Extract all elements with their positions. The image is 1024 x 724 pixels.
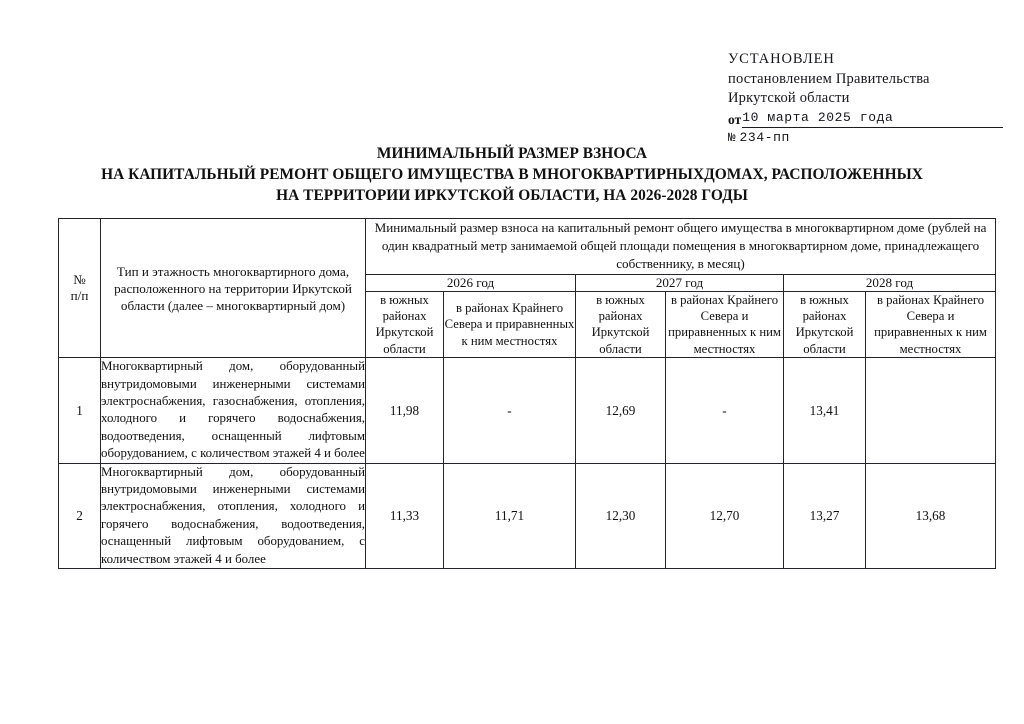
- header-cell-rate-group: Минимальный размер взноса на капитальный ремонт общего имущества в многоквартирном доме (рублей на один квадратный метр занимаемой общей площади помещения в многоквартирном доме, принадлежащего собственнику, в месяц): [366, 219, 996, 275]
- approval-date-row: [728, 110, 1003, 128]
- approval-number-value: 234-пп: [739, 129, 790, 145]
- header-cell-2026-south: в южных районах Иркутской области: [366, 291, 444, 358]
- row-value-2028-north: [866, 358, 996, 463]
- approval-authority: постановлением Правительства: [728, 70, 930, 87]
- table-header-row-top: [59, 219, 996, 275]
- approval-heading: УСТАНОВЛЕН: [728, 51, 835, 67]
- header-number-line-1: №: [73, 272, 86, 288]
- header-cell-2028-north: в районах Крайнего Севера и приравненных к ним местностях: [866, 291, 996, 358]
- row-value-2026-south: 11,33: [366, 463, 444, 568]
- page-title-line-1: МИНИМАЛЬНЫЙ РАЗМЕР ВЗНОСА: [376, 145, 648, 162]
- row-value-2026-north: -: [444, 358, 576, 463]
- date-prefix-label: от: [728, 111, 742, 127]
- row-value-2027-south: 12,69: [576, 358, 666, 463]
- row-value-2026-north: 11,71: [444, 463, 576, 568]
- table-row: [59, 463, 996, 568]
- header-cell-house-type: Тип и этажность многоквартирного дома, расположенного на территории Иркутской области (далее – многоквартирный дом): [101, 219, 366, 358]
- header-cell-2028-south: в южных районах Иркутской области: [784, 291, 866, 358]
- row-value-2028-south: 13,41: [784, 358, 866, 463]
- row-value-2028-north: 13,68: [866, 463, 996, 568]
- row-value-2027-south: 12,30: [576, 463, 666, 568]
- page-title-line-3: НА ТЕРРИТОРИИ ИРКУТСКОЙ ОБЛАСТИ, НА 2026-2028 ГОДЫ: [276, 187, 748, 204]
- approval-date-value: 10 марта 2025 года: [742, 110, 1003, 128]
- row-description: Многоквартирный дом, оборудованный внутридомовыми инженерными системами электроснабжения, отопления, холодного и горячего водоснабжения, водоотведения, оснащенный лифтовым оборудованием, с количеством этажей 4 и более: [101, 463, 366, 568]
- row-value-2026-south: 11,98: [366, 358, 444, 463]
- page-title: [26, 143, 998, 206]
- header-cell-2027-north: в районах Крайнего Севера и приравненных к ним местностях: [666, 291, 784, 358]
- header-cell-2027-south: в южных районах Иркутской области: [576, 291, 666, 358]
- table-row: [59, 358, 996, 463]
- row-number: 2: [59, 463, 101, 568]
- header-cell-2026-north: в районах Крайнего Севера и приравненных к ним местностях: [444, 291, 576, 358]
- header-cell-year-2026: 2026 год: [366, 274, 576, 291]
- header-cell-year-2027: 2027 год: [576, 274, 784, 291]
- page-title-line-2: НА КАПИТАЛЬНЫЙ РЕМОНТ ОБЩЕГО ИМУЩЕСТВА В МНОГОКВАРТИРНЫХДОМАХ, РАСПОЛОЖЕННЫХ: [101, 166, 923, 183]
- row-value-2028-south: 13,27: [784, 463, 866, 568]
- row-number: 1: [59, 358, 101, 463]
- row-description: Многоквартирный дом, оборудованный внутридомовыми инженерными системами электроснабжения, газоснабжения, отопления, холодного и горячего водоснабжения, водоотведения, оснащенный лифтовым оборудованием, с количеством этажей 4 и более: [101, 358, 366, 463]
- row-value-2027-north: -: [666, 358, 784, 463]
- number-sign-icon: №: [728, 130, 736, 145]
- contribution-rate-table: [58, 218, 996, 569]
- approval-region: Иркутской области: [728, 90, 850, 106]
- header-cell-number: [59, 219, 101, 358]
- row-value-2027-north: 12,70: [666, 463, 784, 568]
- header-number-line-2: п/п: [70, 288, 89, 304]
- approval-block: [728, 50, 1003, 146]
- header-cell-year-2028: 2028 год: [784, 274, 996, 291]
